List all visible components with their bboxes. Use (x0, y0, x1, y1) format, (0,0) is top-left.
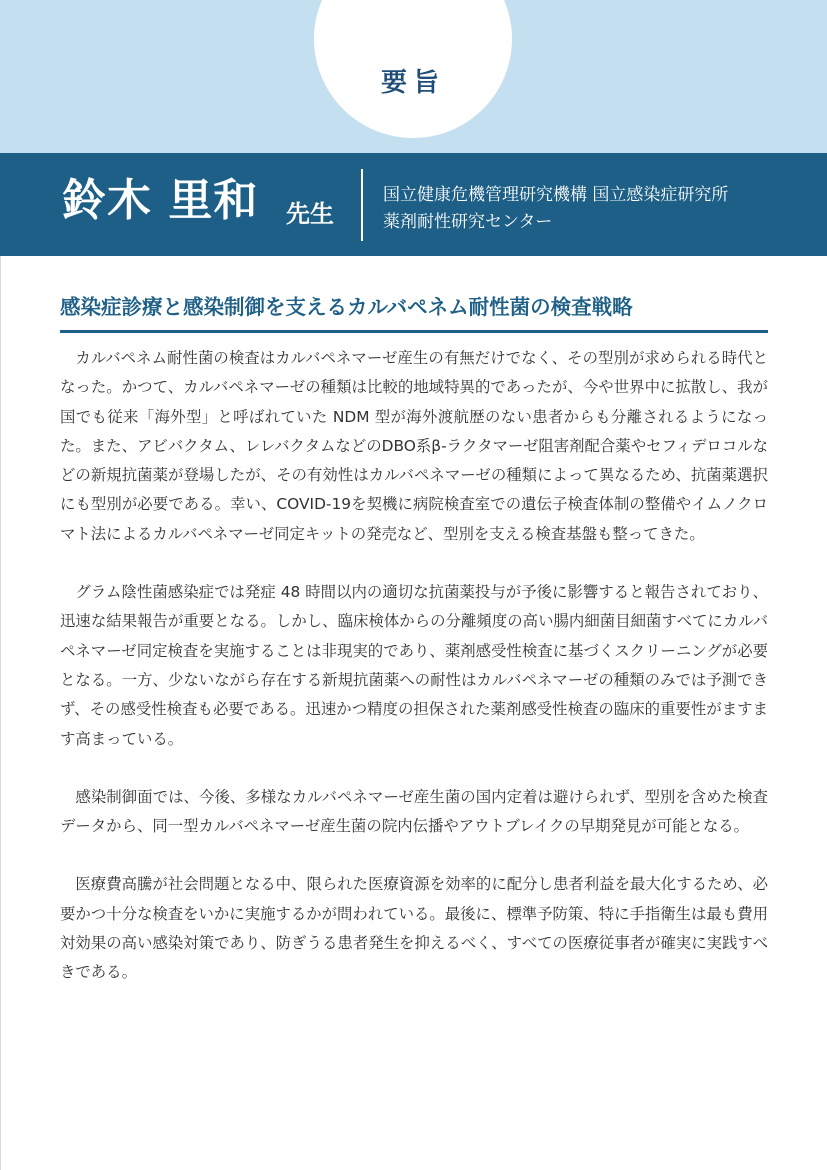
affiliation-line-1: 国立健康危機管理研究機構 国立感染症研究所 (383, 185, 729, 205)
paragraph-2: グラム陰性菌感染症では発症 48 時間以内の適切な抗菌薬投与が予後に影響すると報告されており、迅速な結果報告が重要となる。しかし、臨床検体からの分離頻度の高い腸内細菌目細菌すべてにカルバペネマーゼ同定検査を実施することは非現実的であり、薬剤感受性検査に基づくスクリーニングが必要となる。一方、少ないながら存在する新規抗菌薬への耐性はカルバペネマーゼの種類のみでは予測できず、その感受性検査も必要である。迅速かつ精度の担保された薬剤感受性検査の臨床的重要性がますます高まっている。 (60, 583, 768, 748)
speaker-divider (361, 169, 363, 241)
speaker-name: 鈴木 里和 (62, 175, 259, 226)
article-title: 感染症診療と感染制御を支えるカルバペネム耐性菌の検査戦略 (60, 295, 633, 319)
title-underline (60, 330, 768, 333)
page-edge-line (0, 256, 1, 1170)
paragraph-3: 感染制御面では、今後、多様なカルバペネマーゼ産生菌の国内定着は避けられず、型別を含めた検査データから、同一型カルバペネマーゼ産生菌の院内伝播やアウトブレイクの早期発見が可能となる。 (60, 787, 768, 836)
speaker-honorific: 先生 (286, 200, 334, 228)
section-label: 要旨 (380, 68, 445, 98)
affiliation-line-2: 薬剤耐性研究センター (383, 212, 553, 232)
paragraph-4: 医療費高騰が社会問題となる中、限られた医療資源を効率的に配分し患者利益を最大化するため、必要かつ十分な検査をいかに実施するかが問われている。最後に、標準予防策、特に手指衛生は最も費用対効果の高い感染対策であり、防ぎうる患者発生を抑えるべく、すべての医療従事者が確実に実践すべきである。 (60, 875, 768, 982)
paragraph-1: カルバペネム耐性菌の検査はカルバペネマーゼ産生の有無だけでなく、その型別が求められる時代となった。かつて、カルバペネマーゼの種類は比較的地域特異的であったが、今や世界中に拡散し、我が国でも従来「海外型」と呼ばれていた NDM 型が海外渡航歴のない患者からも分離されるようになった。また、アビバクタム、レレバクタムなどのDBO系β-ラクタマーゼ阻害剤配合薬やセフィデロコルなどの新規抗菌薬が登場したが、その有効性はカルバペネマーゼの種類によって異なるため、抗菌薬選択にも型別が必要である。幸い、COVID-19を契機に病院検査室での遺伝子検査体制の整備やイムノクロマト法によるカルバペネマーゼ同定キットの発売など、型別を支える検査基盤も整ってきた。 (60, 349, 768, 543)
article-body (60, 344, 768, 1017)
